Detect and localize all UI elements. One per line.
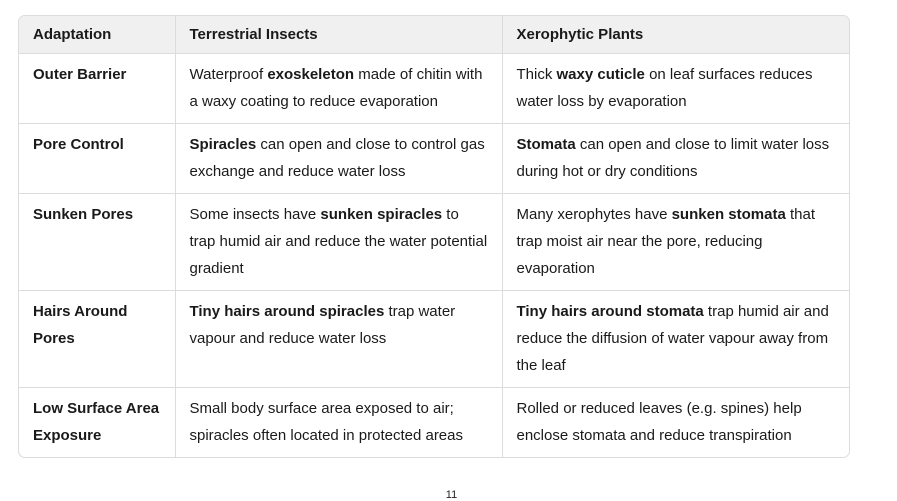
cell-text: Small body surface area exposed to air; spiracles often located in protected areas (189, 400, 463, 444)
key-term: Spiracles (189, 136, 257, 153)
header-adaptation: Adaptation (19, 16, 175, 54)
key-term: sunken stomata (671, 206, 786, 223)
key-term: Tiny hairs around stomata (516, 303, 704, 320)
key-term: waxy cuticle (556, 66, 645, 83)
comparison-table-container (18, 15, 850, 458)
table-row (19, 194, 849, 291)
key-term: Stomata (516, 136, 576, 153)
table-row (19, 291, 849, 388)
page-number: 11 (445, 489, 458, 501)
adaptation-cell: Sunken Pores (19, 194, 175, 291)
table-row (19, 388, 849, 458)
cell-text: Rolled or reduced leaves (e.g. spines) help enclose stomata and reduce transpiration (516, 400, 802, 444)
plants-cell (502, 124, 849, 194)
table-row (19, 124, 849, 194)
insects-cell (175, 291, 502, 388)
key-term: Tiny hairs around spiracles (189, 303, 385, 320)
table-body (19, 54, 849, 458)
cell-text: Some insects have (189, 206, 321, 223)
cell-text: trap humid air and reduce the diffusion of water vapour away from the leaf (516, 303, 829, 374)
adaptation-cell: Low Surface Area Exposure (33, 400, 160, 444)
cell-text: can open and close to limit water loss during hot or dry conditions (516, 136, 830, 180)
table-header-row (19, 16, 849, 54)
cell-text: that trap moist air near the pore, reducing evaporation (516, 206, 815, 277)
cell-text: can open and close to control gas exchange and reduce water loss (189, 136, 485, 180)
cell-text: trap water vapour and reduce water loss (189, 303, 456, 347)
cell-text: on leaf surfaces reduces water loss by evaporation (516, 66, 813, 110)
adaptation-cell: Hairs Around Pores (19, 291, 175, 388)
cell-text: to trap humid air and reduce the water potential gradient (189, 206, 488, 277)
header-xerophytic-plants: Xerophytic Plants (502, 16, 849, 54)
cell-text: made of chitin with a waxy coating to reduce evaporation (189, 66, 483, 110)
plants-cell (502, 194, 849, 291)
insects-cell (175, 124, 502, 194)
cell-text: Waterproof (189, 66, 268, 83)
cell-text: Many xerophytes have (516, 206, 672, 223)
header-terrestrial-insects: Terrestrial Insects (175, 16, 502, 54)
comparison-table (19, 16, 849, 457)
plants-cell (502, 388, 849, 458)
adaptation-cell: Pore Control (19, 124, 175, 194)
insects-cell (175, 54, 502, 124)
insects-cell (175, 388, 502, 458)
table-row (19, 54, 849, 124)
plants-cell (502, 54, 849, 124)
cell-text: Thick (516, 66, 557, 83)
key-term: exoskeleton (267, 66, 355, 83)
key-term: sunken spiracles (320, 206, 443, 223)
adaptation-cell: Outer Barrier (19, 54, 175, 124)
insects-cell (175, 194, 502, 291)
plants-cell (502, 291, 849, 388)
